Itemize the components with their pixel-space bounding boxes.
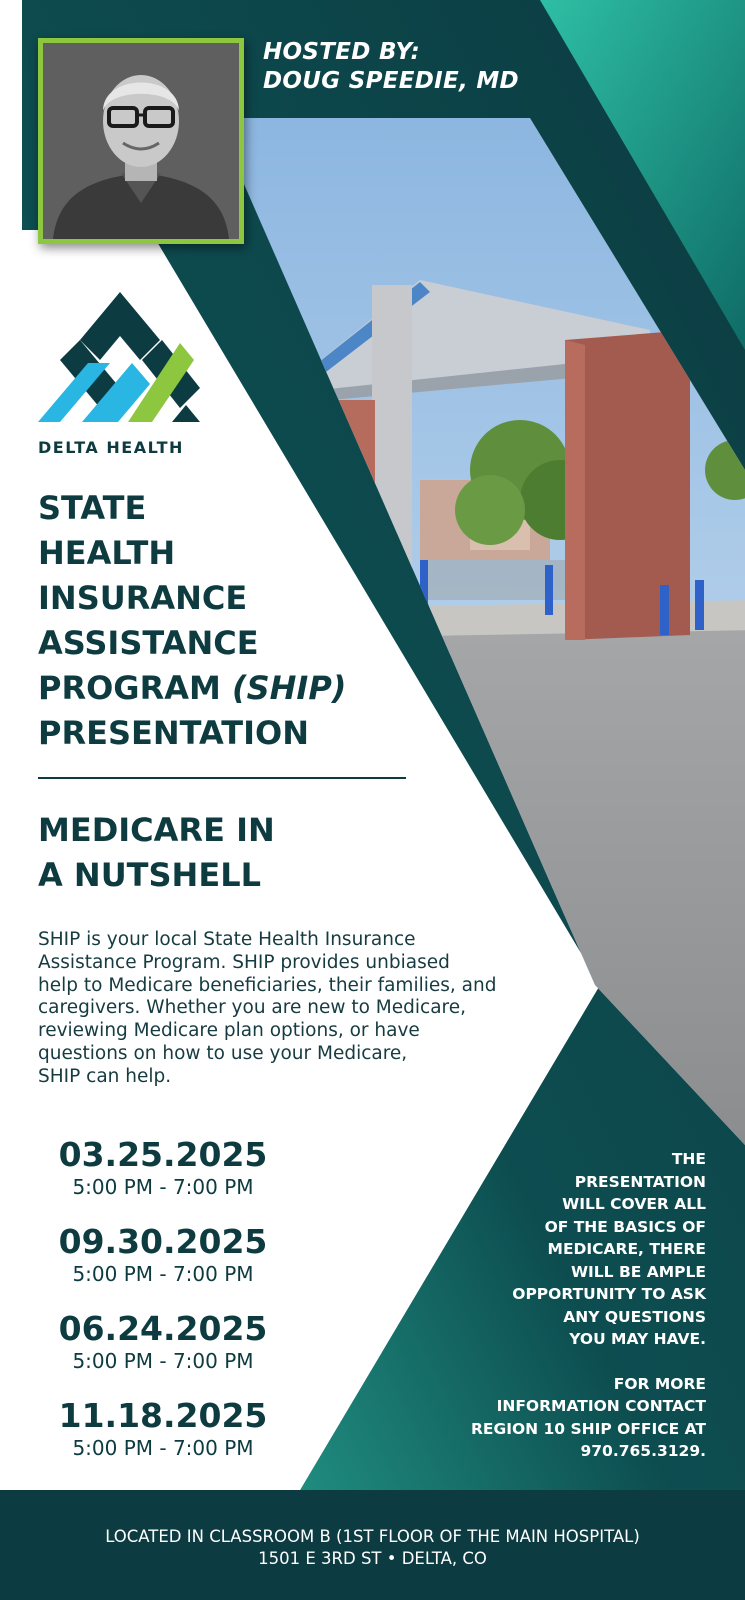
contact-line: REGION 10 SHIP OFFICE AT xyxy=(470,1419,706,1438)
contact-line: FOR MORE xyxy=(613,1374,706,1393)
subtitle-line-2: A NUTSHELL xyxy=(38,856,261,894)
title-line-4: ASSISTANCE xyxy=(38,624,259,662)
white-top-corner xyxy=(0,0,22,20)
description-line: SHIP is your local State Health Insurance xyxy=(38,929,416,950)
description-line: questions on how to use your Medicare, xyxy=(38,1042,408,1064)
brand-name: DELTA HEALTH xyxy=(38,438,184,457)
session-item xyxy=(38,1136,288,1223)
description-line: caregivers. Whether you are new to Medicare, xyxy=(38,997,466,1019)
info-line: PRESENTATION xyxy=(574,1172,706,1191)
session-time: 5:00 PM - 7:00 PM xyxy=(72,1175,254,1199)
session-date: 03.25.2025 xyxy=(58,1135,268,1174)
session-date: 06.24.2025 xyxy=(58,1309,268,1348)
info-line: WILL COVER ALL xyxy=(562,1195,706,1213)
presentation-info xyxy=(420,1148,706,1463)
session-date: 11.18.2025 xyxy=(58,1396,268,1435)
session-time: 5:00 PM - 7:00 PM xyxy=(72,1262,254,1286)
session-date: 09.30.2025 xyxy=(58,1222,268,1261)
page-subtitle xyxy=(38,808,438,898)
subtitle-line-1: MEDICARE IN xyxy=(38,811,275,849)
location-line-2: 1501 E 3RD ST • DELTA, CO xyxy=(258,1549,487,1568)
session-item xyxy=(38,1223,288,1310)
session-time: 5:00 PM - 7:00 PM xyxy=(72,1436,254,1460)
title-line-1: STATE xyxy=(38,489,147,527)
portrait-photo xyxy=(38,38,244,244)
page-title xyxy=(38,486,438,756)
description-line: help to Medicare beneficiaries, their families, and xyxy=(38,974,497,996)
hosted-by xyxy=(263,38,519,96)
description-line: reviewing Medicare plan options, or have xyxy=(38,1020,420,1042)
session-item xyxy=(38,1397,288,1484)
info-line: OPPORTUNITY TO ASK xyxy=(512,1285,706,1303)
title-divider xyxy=(38,777,406,779)
title-ship: (SHIP) xyxy=(231,669,347,707)
title-line-2: HEALTH xyxy=(38,534,176,572)
description-line: Assistance Program. SHIP provides unbiased xyxy=(38,951,450,973)
portrait-illustration xyxy=(43,43,239,239)
title-program: PROGRAM xyxy=(38,669,232,707)
session-time: 5:00 PM - 7:00 PM xyxy=(72,1349,254,1373)
info-line: OF THE BASICS OF xyxy=(544,1217,706,1236)
hosted-by-label: HOSTED BY: xyxy=(263,39,420,65)
info-line: YOU MAY HAVE. xyxy=(569,1330,706,1348)
info-line: WILL BE AMPLE xyxy=(570,1262,706,1281)
location-footer xyxy=(0,1490,745,1600)
program-description xyxy=(38,929,578,1089)
location-line-1: LOCATED IN CLASSROOM B (1ST FLOOR OF THE MAIN HOSPITAL) xyxy=(105,1527,640,1546)
description-line: SHIP can help. xyxy=(38,1065,172,1087)
info-line: THE xyxy=(671,1150,706,1168)
info-line: MEDICARE, THERE xyxy=(547,1240,706,1258)
title-line-6: PRESENTATION xyxy=(38,714,309,752)
title-line-5 xyxy=(38,666,438,711)
contact-phone: 970.765.3129. xyxy=(580,1442,706,1460)
info-spacer xyxy=(420,1351,706,1373)
session-item xyxy=(38,1310,288,1397)
host-name: DOUG SPEEDIE, MD xyxy=(263,68,519,94)
title-line-3: INSURANCE xyxy=(38,579,248,617)
session-list xyxy=(38,1136,288,1484)
info-line: ANY QUESTIONS xyxy=(563,1307,706,1326)
contact-line: INFORMATION CONTACT xyxy=(496,1397,706,1415)
